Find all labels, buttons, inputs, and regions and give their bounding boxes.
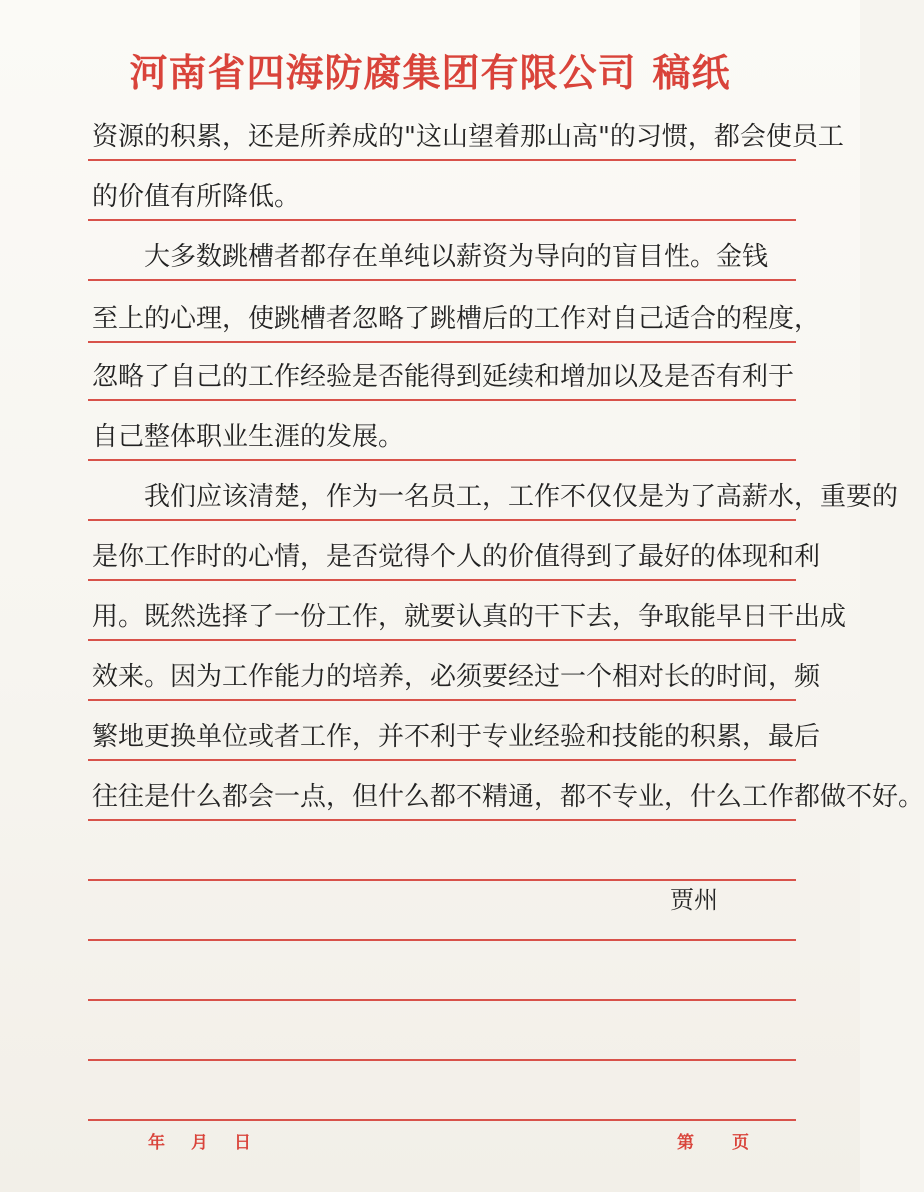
footer-page [677,1128,749,1153]
text-line: 是你工作时的心情，是否觉得个人的价值得到了最好的体现和利 [92,542,821,572]
text-line: 大多数跳槽者都存在单纯以薪资为导向的盲目性。金钱 [92,242,769,272]
text-line: 资源的积累，还是所养成的"这山望着那山高"的习惯，都会使员工 [92,122,844,152]
text-line: 往往是什么都会一点，但什么都不精通，都不专业，什么工作都做不好。 [92,782,924,812]
text-line: 自己整体职业生涯的发展。 [92,422,405,452]
text-line: 忽略了自己的工作经验是否能得到延续和增加以及是否有利于 [92,362,795,392]
text-line: 繁地更换单位或者工作，并不利于专业经验和技能的积累，最后 [92,722,821,752]
page-prefix: 第 [677,1133,694,1153]
author-signature: 贾州 [670,886,718,914]
month-label: 月 [191,1133,208,1153]
paper-label: 稿纸 [652,50,731,95]
page-suffix: 页 [732,1133,749,1153]
text-line: 的价值有所降低。 [92,182,301,212]
ruled-line [88,1059,796,1061]
day-label: 日 [234,1133,251,1153]
ruled-line [88,999,796,1001]
ruled-line [88,939,796,941]
text-line: 我们应该清楚，作为一名员工，工作不仅仅是为了高薪水，重要的 [92,482,899,512]
company-name: 河南省四海防腐集团有限公司 [129,50,637,95]
ruled-line [88,1119,796,1121]
text-line: 用。既然选择了一份工作，就要认真的干下去，争取能早日干出成 [92,602,847,632]
year-label: 年 [148,1133,165,1153]
text-line: 效来。因为工作能力的培养，必须要经过一个相对长的时间，频 [92,662,821,692]
paper-header [0,48,860,98]
footer-date [148,1128,251,1153]
text-line: 至上的心理，使跳槽者忽略了跳槽后的工作对自己适合的程度， [92,304,821,334]
